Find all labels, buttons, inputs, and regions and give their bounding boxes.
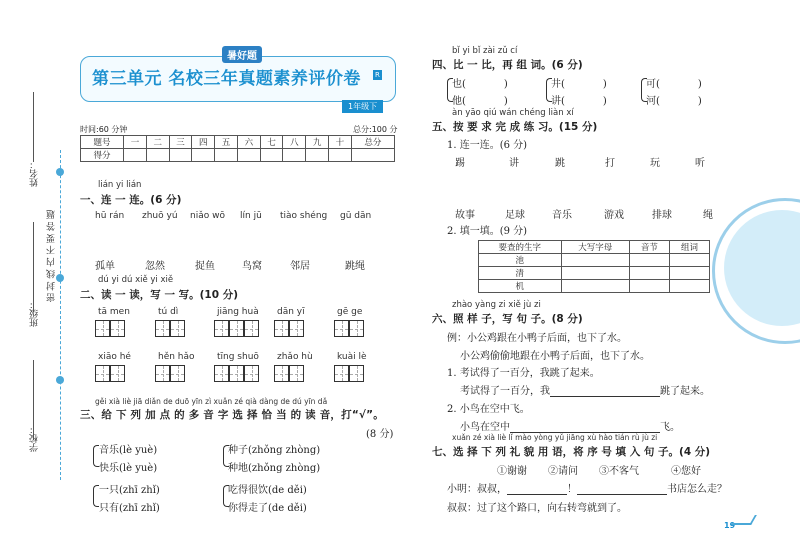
fill-table-cell[interactable] <box>669 254 709 267</box>
bracket-mark <box>93 485 99 507</box>
score-header-cell: 八 <box>283 136 306 149</box>
q3-choice-item[interactable]: 一只(zhī zhǐ) <box>99 485 160 496</box>
q5-verb[interactable]: 踢 <box>455 158 465 169</box>
q6-s1-line <box>460 382 710 397</box>
page-number: 19 <box>724 521 736 530</box>
q7-blank-2[interactable] <box>577 483 667 495</box>
q5-verb[interactable]: 打 <box>605 158 615 169</box>
q1-hanzi-word[interactable]: 孤单 <box>95 261 115 272</box>
fill-table-char: 清 <box>479 267 562 280</box>
q6-s1: 1. 考试得了一百分，我跳了起来。 <box>447 368 600 379</box>
q5-noun[interactable]: 绳 <box>703 210 713 221</box>
fill-table-char: 机 <box>479 280 562 293</box>
writing-box[interactable] <box>214 365 229 382</box>
writing-box[interactable] <box>229 365 244 382</box>
q5-title: 五、按 要 求 完 成 练 习。(15 分) <box>432 121 598 133</box>
score-input-cell[interactable] <box>169 149 192 162</box>
score-input-cell[interactable] <box>215 149 238 162</box>
writing-box[interactable] <box>214 320 229 337</box>
q7-line1-prefix: 小明：叔叔， <box>447 484 507 495</box>
writing-box[interactable] <box>95 320 110 337</box>
q4-word-pair <box>646 92 702 107</box>
score-label-cell: 得分 <box>81 149 124 162</box>
score-header-cell: 题号 <box>81 136 124 149</box>
writing-box[interactable] <box>155 320 170 337</box>
q1-pinyin-word[interactable]: tiào shéng <box>280 211 328 221</box>
q4-blank[interactable] <box>660 96 698 107</box>
q4-char: 讲( <box>551 96 565 107</box>
q4-blank[interactable] <box>466 96 504 107</box>
q5-pinyin: àn yāo qiú wán chéng liàn xí <box>452 108 574 118</box>
bracket-mark <box>641 78 647 102</box>
score-header-cell: 十 <box>329 136 352 149</box>
q2-pinyin-word: hěn hǎo <box>158 352 195 362</box>
q2-pinyin-word: dān yī <box>277 307 305 317</box>
writing-box[interactable] <box>110 365 125 382</box>
q4-close: ) <box>503 96 508 107</box>
seal-text: 密 封 线 内 不 要 答 题 <box>47 210 57 303</box>
score-header-cell: 三 <box>169 136 192 149</box>
q5-noun[interactable]: 足球 <box>505 210 525 221</box>
fill-table-header: 音节 <box>629 241 669 254</box>
score-table <box>80 135 395 162</box>
score-input-cell[interactable] <box>260 149 283 162</box>
q7-option: ②请问 <box>548 466 578 477</box>
q5-noun[interactable]: 故事 <box>455 210 475 221</box>
fill-table <box>478 240 710 293</box>
q3-choice-item[interactable]: 你得走了(de děi) <box>228 503 307 514</box>
q3-pinyin: gěi xià liè jiā diǎn de duō yīn zì xuǎn zé qià dàng de dú yīn dǎ <box>95 397 328 406</box>
q1-pinyin-word[interactable]: niǎo wō <box>190 211 225 221</box>
score-header-cell: 七 <box>260 136 283 149</box>
writing-box[interactable] <box>274 320 289 337</box>
score-input-cell[interactable] <box>283 149 306 162</box>
q5-sub1: 1. 连一连。(6 分) <box>447 140 528 151</box>
score-header-cell: 总分 <box>351 136 394 149</box>
q4-blank[interactable] <box>660 79 698 90</box>
q2-pinyin-word: kuài lè <box>337 352 367 362</box>
q1-title: 一、连 一 连。(6 分) <box>80 194 182 206</box>
check-mark-icon <box>731 515 757 525</box>
score-header-cell: 五 <box>215 136 238 149</box>
q4-close: ) <box>503 79 508 90</box>
bracket-mark <box>447 78 453 102</box>
school-label: 学校： <box>30 425 40 452</box>
q6-title: 六、照 样 子，写 句 子。(8 分) <box>432 313 583 325</box>
fill-table-char: 池 <box>479 254 562 267</box>
seal-dot <box>56 376 64 384</box>
score-header-cell: 二 <box>146 136 169 149</box>
score-header-cell: 六 <box>237 136 260 149</box>
writing-box[interactable] <box>170 365 185 382</box>
q2-title: 二、读 一 读，写 一 写。(10 分) <box>80 289 238 301</box>
fill-table-header: 要查的生字 <box>479 241 562 254</box>
q3-choice-item[interactable]: 吃得很饮(de děi) <box>228 485 307 496</box>
q7-line2: 叔叔：过了这个路口，向右转弯就到了。 <box>447 503 627 514</box>
q5-noun[interactable]: 排球 <box>652 210 672 221</box>
q7-option: ③不客气 <box>599 466 639 477</box>
q7-line1 <box>447 480 727 495</box>
q1-pinyin: lián yi lián <box>98 180 142 190</box>
writing-box[interactable] <box>289 365 304 382</box>
q3-choice-item[interactable]: 种地(zhǒng zhòng) <box>228 463 321 474</box>
fill-table-cell[interactable] <box>669 267 709 280</box>
q4-char: 也( <box>452 79 466 90</box>
q6-s2-suffix: 飞。 <box>660 422 680 433</box>
fill-table-cell[interactable] <box>561 254 629 267</box>
score-input-cell[interactable] <box>124 149 147 162</box>
q5-verb[interactable]: 跳 <box>555 158 565 169</box>
writing-box[interactable] <box>349 365 364 382</box>
q2-pinyin-word: zhǎo hù <box>277 352 313 362</box>
q2-pinyin-word: jiāng huà <box>217 307 259 317</box>
q4-close: ) <box>697 96 702 107</box>
writing-box[interactable] <box>334 365 349 382</box>
q4-char: 井( <box>551 79 565 90</box>
q4-word-pair <box>452 92 508 107</box>
fill-table-row <box>479 280 710 293</box>
score-header-cell: 一 <box>124 136 147 149</box>
q4-word-pair <box>646 75 702 90</box>
q3-choice-item[interactable]: 只有(zhī zhǐ) <box>99 503 160 514</box>
q4-blank[interactable] <box>565 79 603 90</box>
q4-close: ) <box>697 79 702 90</box>
q1-pinyin-word[interactable]: lín jū <box>240 211 262 221</box>
fill-table-cell[interactable] <box>669 280 709 293</box>
score-input-cell[interactable] <box>351 149 394 162</box>
writing-box[interactable] <box>170 320 185 337</box>
q7-line1-suffix: 书店怎么走？ <box>667 484 727 495</box>
writing-box[interactable] <box>110 320 125 337</box>
q4-word-pair <box>452 75 508 90</box>
q2-pinyin: dú yi dú xiě yi xiě <box>98 275 174 285</box>
q4-word-pair <box>551 92 607 107</box>
q2-pinyin-word: xiāo hé <box>98 352 131 362</box>
q6-s2: 2. 小鸟在空中飞。 <box>447 404 530 415</box>
q1-hanzi-word[interactable]: 捉鱼 <box>195 261 215 272</box>
seal-dot <box>56 168 64 176</box>
q5-verb[interactable]: 玩 <box>650 158 660 169</box>
q4-blank[interactable] <box>565 96 603 107</box>
q4-blank[interactable] <box>466 79 504 90</box>
fill-table-row <box>479 267 710 280</box>
q6-example2: 小公鸡偷偷地跟在小鸭子后面，也下了水。 <box>460 351 650 362</box>
time-label: 时间:60 分钟 <box>80 125 128 134</box>
fill-table-cell[interactable] <box>561 280 629 293</box>
q4-pinyin: bǐ yi bǐ zài zǔ cí <box>452 46 518 56</box>
q1-pinyin-word[interactable]: gū dān <box>340 211 372 221</box>
writing-box[interactable] <box>155 365 170 382</box>
q2-pinyin-word: tú dì <box>158 307 179 317</box>
q6-example1: 例：小公鸡跟在小鸭子后面，也下了水。 <box>447 333 627 344</box>
bracket-mark <box>546 78 552 102</box>
class-label: 班级： <box>30 300 40 327</box>
q6-s1-prefix: 考试得了一百分，我 <box>460 386 550 397</box>
fill-table-cell[interactable] <box>561 267 629 280</box>
fill-table-cell[interactable] <box>629 280 669 293</box>
q6-s2-prefix: 小鸟在空中 <box>460 422 510 433</box>
q3-choice-item[interactable]: 音乐(lè yuè) <box>99 445 158 456</box>
q7-option: ①谢谢 <box>497 466 527 477</box>
bracket-mark <box>223 445 229 467</box>
q5-sub2: 2. 填一填。(9 分) <box>447 226 528 237</box>
writing-box[interactable] <box>244 320 259 337</box>
q4-char: 可( <box>646 79 660 90</box>
page-title: 第三单元 名校三年真题素养评价卷 <box>92 69 361 89</box>
q1-pinyin-word[interactable]: hū rán <box>95 211 125 221</box>
grade-badge: 1年级下 <box>342 100 383 113</box>
q2-pinyin-word: tīng shuō <box>217 352 259 362</box>
class-field[interactable] <box>33 222 34 312</box>
q2-pinyin-word: tā men <box>98 307 130 317</box>
total-label: 总分:100 分 <box>353 125 398 134</box>
writing-box[interactable] <box>334 320 349 337</box>
fill-table-cell[interactable] <box>629 254 669 267</box>
writing-box[interactable] <box>95 365 110 382</box>
q7-blank-1[interactable] <box>507 483 567 495</box>
q4-word-pair <box>551 75 607 90</box>
q4-title: 四、比 一 比，再 组 词。(6 分) <box>432 59 583 71</box>
q6-s2-line <box>460 418 680 433</box>
fill-table-header: 组词 <box>669 241 709 254</box>
q5-noun[interactable]: 游戏 <box>604 210 624 221</box>
q3-title: 三、给 下 列 加 点 的 多 音 字 选 择 恰 当 的 读 音，打“√”。 <box>80 409 384 421</box>
q1-hanzi-word[interactable]: 忽然 <box>145 261 165 272</box>
fill-table-row <box>479 254 710 267</box>
fill-table-header: 大写字母 <box>561 241 629 254</box>
q7-line1-mid: ！ <box>567 484 577 495</box>
seal-line <box>60 150 61 480</box>
q4-char: 他( <box>452 96 466 107</box>
q3-score: (8 分) <box>366 429 394 440</box>
brand-logo: 暑好题 <box>222 46 262 63</box>
writing-box[interactable] <box>229 320 244 337</box>
q1-hanzi-word[interactable]: 邻居 <box>290 261 310 272</box>
score-header-cell: 四 <box>192 136 215 149</box>
name-label: 姓名： <box>30 160 40 187</box>
q5-verb[interactable]: 听 <box>695 158 705 169</box>
q6-s1-suffix: 跳了起来。 <box>660 386 710 397</box>
score-input-cell[interactable] <box>329 149 352 162</box>
bracket-mark <box>223 485 229 507</box>
q1-hanzi-word[interactable]: 鸟窝 <box>242 261 262 272</box>
school-field[interactable] <box>33 360 34 440</box>
score-header-cell: 九 <box>306 136 329 149</box>
bracket-mark <box>93 445 99 467</box>
score-input-cell[interactable] <box>146 149 169 162</box>
q6-s2-blank[interactable] <box>510 421 660 433</box>
q2-pinyin-word: gē ge <box>337 307 363 317</box>
q6-pinyin: zhào yàng zi xiě jù zi <box>452 300 541 310</box>
q3-choice-item[interactable]: 种子(zhǒng zhòng) <box>228 445 321 456</box>
score-input-cell[interactable] <box>306 149 329 162</box>
writing-box[interactable] <box>289 320 304 337</box>
q1-hanzi-word[interactable]: 跳绳 <box>345 261 365 272</box>
q1-pinyin-word[interactable]: zhuō yú <box>142 211 178 221</box>
q6-s1-blank[interactable] <box>550 385 660 397</box>
q7-option: ④您好 <box>671 466 701 477</box>
q4-close: ) <box>602 79 607 90</box>
name-field[interactable] <box>33 92 34 162</box>
q5-noun[interactable]: 音乐 <box>552 210 572 221</box>
writing-box[interactable] <box>349 320 364 337</box>
writing-box[interactable] <box>244 365 259 382</box>
edition-badge: R <box>375 71 380 79</box>
q3-choice-item[interactable]: 快乐(lè yuè) <box>99 463 158 474</box>
q7-title: 七、选 择 下 列 礼 貌 用 语，将 序 号 填 入 句 子。(4 分) <box>432 446 711 458</box>
q4-close: ) <box>602 96 607 107</box>
q7-pinyin: xuǎn zé xià liè lǐ mào yòng yǔ jiāng xù hào tián rù jù zi <box>452 433 658 442</box>
writing-box[interactable] <box>274 365 289 382</box>
q4-char: 河( <box>646 96 660 107</box>
score-input-cell[interactable] <box>237 149 260 162</box>
score-input-cell[interactable] <box>192 149 215 162</box>
q5-verb[interactable]: 讲 <box>509 158 519 169</box>
fill-table-cell[interactable] <box>629 267 669 280</box>
